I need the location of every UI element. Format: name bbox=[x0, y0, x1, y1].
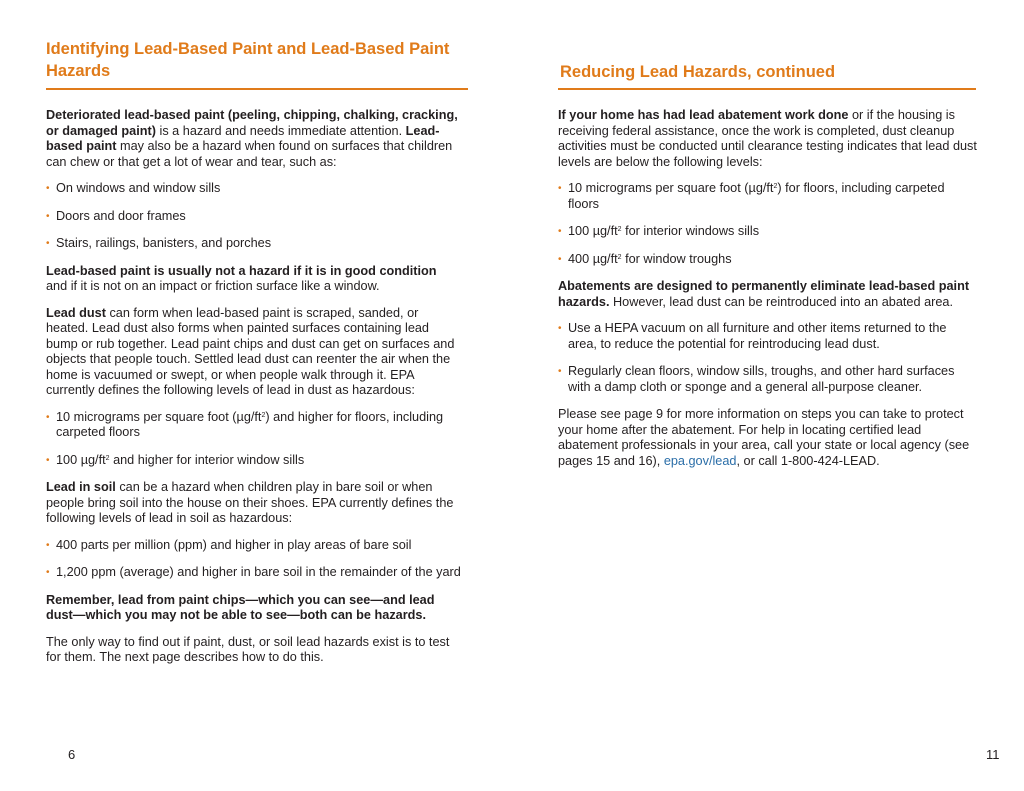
bullet-icon: • bbox=[46, 454, 50, 466]
bold-text: Abatements are designed to permanently eliminate lead-based paint hazards. bbox=[558, 279, 970, 309]
right-body bbox=[558, 108, 978, 480]
bold-text: Lead dust bbox=[46, 305, 106, 320]
superscript: 2 bbox=[105, 454, 110, 462]
list-item bbox=[46, 181, 461, 197]
text: However, lead dust can be reintroduced into an abated area. bbox=[609, 294, 953, 309]
superscript: 2 bbox=[617, 253, 622, 261]
list-item bbox=[558, 181, 978, 212]
bullet-icon: • bbox=[46, 210, 50, 222]
epa-link[interactable]: epa.gov/lead bbox=[663, 453, 737, 468]
list-item bbox=[558, 224, 978, 240]
text: can be a hazard when children play in bare soil or when people bring soil into the house on their shoes. EPA currently defines the following levels of lead in soil as hazardous: bbox=[46, 480, 454, 525]
left-list-1 bbox=[46, 181, 461, 252]
left-paragraph-1 bbox=[46, 108, 461, 170]
right-page-title: Reducing Lead Hazards, continued bbox=[560, 63, 836, 81]
right-page bbox=[558, 0, 1000, 791]
text: ) and higher for floors, including carpeted floors bbox=[56, 409, 444, 439]
text: for interior windows sills bbox=[621, 224, 760, 238]
list-item bbox=[46, 565, 461, 581]
list-item bbox=[46, 453, 461, 469]
left-paragraph-2 bbox=[46, 264, 461, 295]
text: and higher for interior window sills bbox=[109, 452, 305, 467]
left-paragraph-4 bbox=[46, 480, 461, 527]
text: is a hazard and needs immediate attention. bbox=[155, 123, 406, 138]
list-item bbox=[46, 236, 461, 252]
bold-text: Lead-based paint is usually not a hazard if it is in good condition bbox=[46, 263, 437, 278]
text: 100 µg/ft bbox=[56, 452, 106, 467]
bullet-icon: • bbox=[558, 323, 562, 334]
text: may also be a hazard when found on surfaces that children can chew or that get a lot of wear and tear, such as: bbox=[46, 139, 453, 169]
right-list-1 bbox=[558, 181, 978, 267]
text: or if the housing is receiving federal assistance, once the work is completed, dust cleanup activities must be conducted until clearance testing indicates that lead dust levels are below the following levels: bbox=[558, 108, 977, 169]
bullet-icon: • bbox=[558, 253, 562, 265]
right-paragraph-3 bbox=[558, 407, 978, 469]
list-item-text: Regularly clean floors, window sills, troughs, and other hard surfaces with a damp cloth or sponge and a general all-purpose cleaner. bbox=[568, 364, 955, 394]
list-item-text: Doors and door frames bbox=[56, 208, 186, 223]
list-item-text: Use a HEPA vacuum on all furniture and other items returned to the area, to reduce the potential for reintroducing lead dust. bbox=[568, 321, 947, 351]
bullet-icon: • bbox=[46, 238, 50, 249]
text: 100 µg/ft bbox=[568, 224, 618, 238]
superscript: 2 bbox=[773, 183, 778, 190]
list-item-text: On windows and window sills bbox=[56, 181, 221, 195]
list-item bbox=[46, 209, 461, 225]
bullet-icon: • bbox=[46, 411, 50, 423]
bullet-icon: • bbox=[46, 539, 50, 551]
text: and if it is not on an impact or friction surface like a window. bbox=[46, 279, 380, 293]
left-paragraph-3 bbox=[46, 306, 461, 399]
bold-text: Deteriorated lead-based paint (peeling, chipping, chalking, cracking, or damaged paint) bbox=[46, 108, 458, 138]
list-item-text: 400 parts per million (ppm) and higher in play areas of bare soil bbox=[56, 537, 412, 552]
text: 10 micrograms per square foot (µg/ft bbox=[56, 409, 262, 424]
list-item bbox=[46, 410, 461, 441]
list-item bbox=[558, 364, 978, 395]
bold-text: Lead-based paint bbox=[46, 123, 440, 153]
left-paragraph-5 bbox=[46, 593, 461, 624]
bullet-icon: • bbox=[46, 183, 50, 194]
bold-text: Remember, lead from paint chips—which you can see—and lead dust—which you may not be able to see—both can be hazards. bbox=[46, 592, 435, 622]
bullet-icon: • bbox=[46, 567, 50, 578]
bold-text: If your home has had lead abatement work done bbox=[558, 108, 849, 122]
page-number: 11 bbox=[986, 747, 1000, 762]
text: 10 micrograms per square foot (µg/ft bbox=[568, 181, 774, 195]
left-page bbox=[46, 0, 470, 791]
right-paragraph-1 bbox=[558, 108, 978, 170]
right-list-2 bbox=[558, 321, 978, 395]
left-title-rule bbox=[46, 88, 468, 90]
bullet-icon: • bbox=[558, 366, 562, 377]
left-list-3 bbox=[46, 538, 461, 581]
left-list-2 bbox=[46, 410, 461, 469]
text: can form when lead-based paint is scraped, sanded, or heated. Lead dust also forms when painted surfaces containing lead bump or rub together. Lead paint chips and dust can get on surfaces and objects that people touch. Settled lead dust can reenter the air when the home is vacuumed or swept, or when people walk through it. EPA currently defines the following levels of lead in dust as hazardous: bbox=[46, 305, 455, 397]
list-item bbox=[46, 538, 461, 554]
bold-text: Lead in soil bbox=[46, 480, 116, 494]
left-page-title: Identifying Lead-Based Paint and Lead-Based Paint Hazards bbox=[46, 40, 450, 80]
text: ) for floors, including carpeted floors bbox=[568, 181, 945, 211]
page-number: 6 bbox=[68, 747, 76, 762]
text: , or call 1-800-424-LEAD. bbox=[736, 453, 880, 468]
list-item-text: 1,200 ppm (average) and higher in bare soil in the remainder of the yard bbox=[56, 565, 461, 579]
list-item bbox=[558, 252, 978, 268]
text: Please see page 9 for more information on steps you can take to protect your home after the abatement. For help in locating certified lead abatement professionals in your area, call your state or local agency (see pages 15 and 16), bbox=[558, 407, 970, 468]
left-paragraph-6: The only way to find out if paint, dust, or soil lead hazards exist is to test for them. The next page describes how to do this. bbox=[46, 634, 450, 664]
superscript: 2 bbox=[261, 411, 266, 419]
superscript: 2 bbox=[617, 226, 622, 233]
text: for window troughs bbox=[621, 251, 732, 266]
text: 400 µg/ft bbox=[568, 251, 618, 266]
bullet-icon: • bbox=[558, 183, 562, 194]
bullet-icon: • bbox=[558, 226, 562, 237]
left-body bbox=[46, 108, 461, 677]
right-paragraph-2 bbox=[558, 279, 978, 310]
list-item-text: Stairs, railings, banisters, and porches bbox=[56, 236, 272, 250]
list-item bbox=[558, 321, 978, 352]
right-title-rule bbox=[558, 88, 976, 90]
